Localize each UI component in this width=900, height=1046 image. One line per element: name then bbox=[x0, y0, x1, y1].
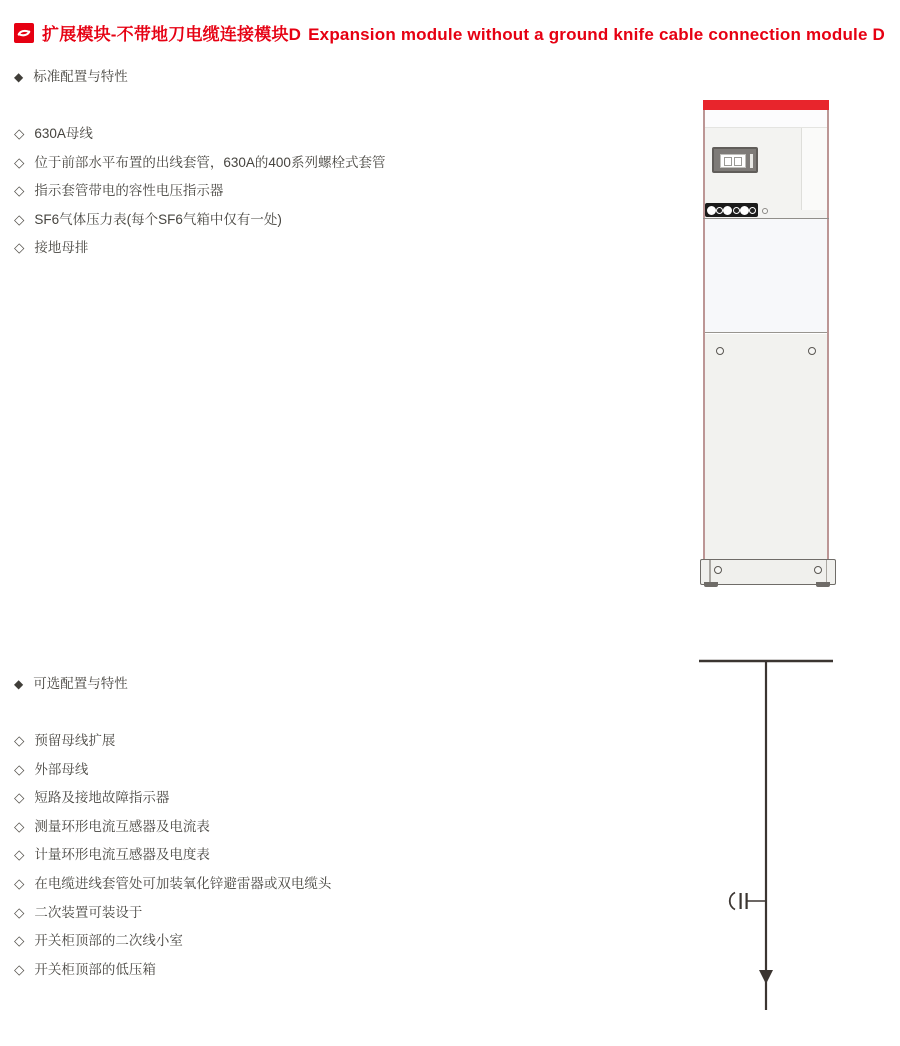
cabinet-right-edge bbox=[827, 108, 829, 560]
capacitive-indicator-arc bbox=[730, 893, 735, 910]
list-item-text: 630A母线 bbox=[34, 126, 93, 141]
vent-hole bbox=[762, 208, 768, 214]
list-item bbox=[14, 784, 331, 813]
brand-swirl-icon bbox=[14, 23, 34, 43]
mimic-cell bbox=[724, 157, 732, 166]
open-diamond-icon: ◇ bbox=[14, 761, 25, 777]
cabinet-foot bbox=[816, 582, 830, 587]
section-heading-label: 可选配置与特性 bbox=[33, 676, 128, 691]
door-screw bbox=[808, 347, 816, 355]
indicator-dot bbox=[733, 207, 740, 214]
capacitor-plate bbox=[746, 893, 748, 909]
list-item bbox=[14, 727, 331, 756]
cabinet-red-top-band bbox=[703, 100, 829, 110]
mimic-display-window bbox=[720, 154, 746, 168]
section-heading-optional bbox=[14, 676, 128, 692]
list-item-text: 预留母线扩展 bbox=[34, 733, 116, 748]
open-diamond-icon: ◇ bbox=[14, 183, 25, 199]
page-title-zh: 扩展模块-不带地刀电缆连接模块D bbox=[42, 25, 302, 44]
open-diamond-icon: ◇ bbox=[14, 904, 25, 920]
cabinet-top-strip bbox=[705, 110, 827, 128]
voltage-indicator-strip bbox=[705, 203, 758, 217]
open-diamond-icon: ◇ bbox=[14, 847, 25, 863]
cabinet-upper-right-column bbox=[801, 128, 827, 210]
capacitor-plate bbox=[740, 893, 742, 909]
list-item-text: 二次装置可装设于 bbox=[34, 904, 143, 920]
base-screw bbox=[814, 566, 822, 574]
open-diamond-icon: ◇ bbox=[14, 240, 25, 256]
open-diamond-icon: ◇ bbox=[14, 933, 25, 949]
list-item-text: 测量环形电流互感器及电流表 bbox=[34, 818, 210, 834]
list-item bbox=[14, 841, 331, 870]
open-diamond-icon: ◇ bbox=[14, 211, 25, 227]
filled-diamond-icon: ◆ bbox=[14, 677, 24, 691]
list-item-text: 接地母排 bbox=[34, 240, 89, 256]
open-diamond-icon: ◇ bbox=[14, 126, 25, 141]
list-item-text: 开关柜顶部的低压箱 bbox=[34, 961, 156, 977]
list-item-text: 位于前部水平布置的出线套管，630A的400系列螺栓式套管 bbox=[34, 154, 386, 170]
page-title-en: Expansion module without a ground knife cable connection module D bbox=[308, 25, 886, 44]
door-screw bbox=[716, 347, 724, 355]
list-item bbox=[14, 956, 331, 985]
list-item bbox=[14, 120, 385, 149]
list-item-text: 计量环形电流互感器及电度表 bbox=[34, 847, 210, 863]
list-item-text: 短路及接地故障指示器 bbox=[34, 790, 170, 806]
indicator-dot bbox=[749, 207, 756, 214]
list-item bbox=[14, 756, 331, 785]
open-diamond-icon: ◇ bbox=[14, 790, 25, 806]
list-item bbox=[14, 234, 385, 263]
list-item bbox=[14, 149, 385, 178]
list-item-text: 指示套管带电的容性电压指示器 bbox=[34, 183, 224, 199]
gas-pressure-gauge-window bbox=[712, 147, 758, 173]
indicator-lamp bbox=[723, 206, 732, 215]
list-item bbox=[14, 206, 385, 235]
standard-feature-list bbox=[14, 120, 385, 263]
open-diamond-icon: ◇ bbox=[14, 961, 25, 977]
list-item bbox=[14, 813, 331, 842]
base-end-cap bbox=[709, 560, 711, 584]
mimic-side-slit bbox=[750, 154, 753, 168]
list-item bbox=[14, 927, 331, 956]
section-heading-label: 标准配置与特性 bbox=[33, 69, 128, 84]
single-line-circuit-diagram bbox=[690, 650, 850, 1015]
filled-diamond-icon: ◆ bbox=[14, 70, 24, 84]
page-title bbox=[42, 20, 885, 45]
open-diamond-icon: ◇ bbox=[14, 733, 25, 748]
cabinet-lower-door bbox=[705, 334, 827, 560]
down-arrow-icon bbox=[759, 970, 773, 984]
page-header bbox=[14, 20, 885, 45]
indicator-dot bbox=[716, 207, 723, 214]
list-item-text: 外部母线 bbox=[34, 761, 89, 777]
list-item-text: 开关柜顶部的二次线小室 bbox=[34, 933, 183, 949]
list-item bbox=[14, 177, 385, 206]
open-diamond-icon: ◇ bbox=[14, 875, 25, 891]
brand-swirl-glyph bbox=[16, 25, 32, 41]
indicator-lamp bbox=[740, 206, 749, 215]
list-item bbox=[14, 899, 331, 928]
list-item bbox=[14, 870, 331, 899]
cabinet-foot bbox=[704, 582, 718, 587]
switchgear-cabinet-figure bbox=[703, 100, 829, 560]
open-diamond-icon: ◇ bbox=[14, 154, 25, 170]
optional-feature-list bbox=[14, 727, 331, 984]
list-item-text: SF6气体压力表(每个SF6气箱中仅有一处) bbox=[34, 211, 282, 227]
section-heading-standard bbox=[14, 69, 128, 85]
base-end-cap bbox=[826, 560, 828, 584]
base-screw bbox=[714, 566, 722, 574]
mimic-cell bbox=[734, 157, 742, 166]
indicator-lamp bbox=[707, 206, 716, 215]
list-item-text: 在电缆进线套管处可加装氧化锌避雷器或双电缆头 bbox=[34, 875, 332, 891]
open-diamond-icon: ◇ bbox=[14, 818, 25, 834]
cabinet-middle-panel bbox=[705, 219, 827, 333]
